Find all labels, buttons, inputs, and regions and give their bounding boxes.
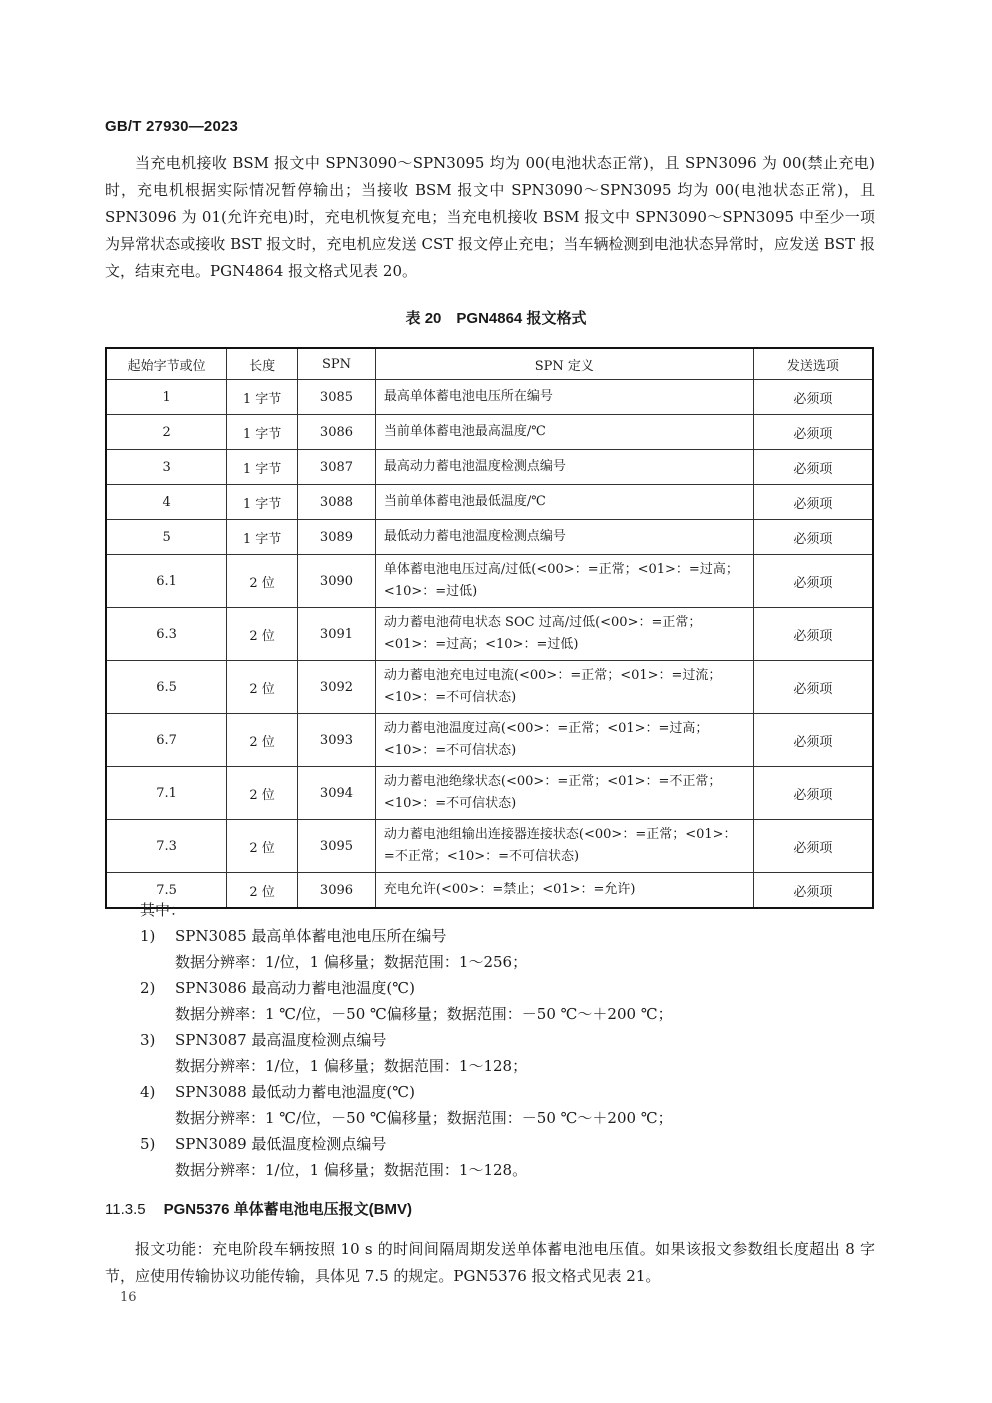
cell-option: 必须项: [753, 767, 873, 820]
cell-length: 1 字节: [227, 485, 298, 520]
note-item: [140, 1027, 673, 1053]
note-number: 4): [140, 1083, 156, 1101]
cell-option: 必须项: [753, 661, 873, 714]
note-title: SPN3086 最高动力蓄电池温度(℃): [175, 979, 415, 997]
note-detail: 数据分辨率：1/位，1 偏移量；数据范围：1～128。: [175, 1161, 528, 1179]
cell-start: 6.7: [106, 714, 227, 767]
header-spn: SPN: [298, 348, 376, 380]
cell-start: 1: [106, 380, 227, 415]
cell-length: 2 位: [227, 820, 298, 873]
note-number: 2): [140, 979, 156, 997]
note-detail: 数据分辨率：1/位，1 偏移量；数据范围：1～128；: [175, 1057, 528, 1075]
cell-definition: 动力蓄电池荷电状态 SOC 过高/过低(<00>：=正常；<01>：=过高；<10>：=过低): [375, 608, 753, 661]
cell-definition: 动力蓄电池绝缘状态(<00>：=正常；<01>：=不正常；<10>：=不可信状态): [375, 767, 753, 820]
cell-length: 2 位: [227, 555, 298, 608]
header-definition: SPN 定义: [375, 348, 753, 380]
intro-paragraph: 当充电机接收 BSM 报文中 SPN3090～SPN3095 均为 00(电池状态正常)，且 SPN3096 为 00(禁止充电)时，充电机根据实际情况暂停输出；当接收 BSM 报文中 SPN3090～SPN3095 均为 00(电池状态正常)，且 SPN3096 为 01(允许充电)时，充电机恢复充电；当充电机接收 BSM 报文中 SPN3090～SPN3095 中至少一项为异常状态或接收 BST 报文时，充电机应发送 CST 报文停止充电；当车辆检测到电池状态异常时，应发送 BST 报文，结束充电。PGN4864 报文格式见表 20。: [105, 154, 875, 280]
note-number: 3): [140, 1031, 156, 1049]
cell-definition: 动力蓄电池充电过电流(<00>：=正常；<01>：=过流；<10>：=不可信状态): [375, 661, 753, 714]
cell-length: 1 字节: [227, 520, 298, 555]
section-number: 11.3.5: [105, 1201, 146, 1218]
cell-spn: 3086: [298, 415, 376, 450]
cell-start: 6.3: [106, 608, 227, 661]
page-number: 16: [120, 1290, 137, 1305]
table-row: [106, 380, 873, 415]
cell-length: 2 位: [227, 608, 298, 661]
cell-length: 1 字节: [227, 380, 298, 415]
table-row: [106, 714, 873, 767]
note-detail: 数据分辨率：1/位，1 偏移量；数据范围：1～256；: [175, 953, 528, 971]
header-start: 起始字节或位: [106, 348, 227, 380]
table-row: [106, 661, 873, 714]
cell-spn: 3089: [298, 520, 376, 555]
cell-start: 6.5: [106, 661, 227, 714]
cell-spn: 3091: [298, 608, 376, 661]
standard-id: GB/T 27930—2023: [105, 118, 239, 135]
note-item: [140, 975, 673, 1001]
cell-length: 2 位: [227, 714, 298, 767]
cell-start: 3: [106, 450, 227, 485]
cell-start: 7.5: [106, 873, 227, 909]
cell-spn: 3088: [298, 485, 376, 520]
cell-definition: 充电允许(<00>：=禁止；<01>：=允许): [375, 873, 753, 909]
cell-length: 2 位: [227, 873, 298, 909]
note-title: SPN3087 最高温度检测点编号: [175, 1031, 387, 1049]
cell-option: 必须项: [753, 520, 873, 555]
notes-intro: 其中：: [140, 901, 186, 919]
note-detail: 数据分辨率：1 ℃/位，－50 ℃偏移量；数据范围：－50 ℃～＋200 ℃；: [175, 1005, 673, 1023]
table-row: [106, 485, 873, 520]
cell-spn: 3090: [298, 555, 376, 608]
cell-option: 必须项: [753, 608, 873, 661]
cell-start: 6.1: [106, 555, 227, 608]
cell-start: 7.1: [106, 767, 227, 820]
cell-spn: 3087: [298, 450, 376, 485]
cell-start: 2: [106, 415, 227, 450]
cell-definition: 最低动力蓄电池温度检测点编号: [375, 520, 753, 555]
cell-option: 必须项: [753, 450, 873, 485]
table-title: 表 20 PGN4864 报文格式: [405, 310, 587, 327]
cell-option: 必须项: [753, 820, 873, 873]
cell-option: 必须项: [753, 380, 873, 415]
cell-definition: 当前单体蓄电池最高温度/℃: [375, 415, 753, 450]
note-item: [140, 1131, 673, 1157]
cell-definition: 当前单体蓄电池最低温度/℃: [375, 485, 753, 520]
header-length: 长度: [227, 348, 298, 380]
note-title: SPN3089 最低温度检测点编号: [175, 1135, 387, 1153]
cell-option: 必须项: [753, 714, 873, 767]
table-row: [106, 520, 873, 555]
table-row: [106, 415, 873, 450]
table-row: [106, 608, 873, 661]
cell-length: 1 字节: [227, 415, 298, 450]
table-row: [106, 450, 873, 485]
notes-block: [140, 897, 673, 1183]
cell-spn: 3096: [298, 873, 376, 909]
section-title: PGN5376 单体蓄电池电压报文(BMV): [163, 1201, 412, 1218]
note-title: SPN3088 最低动力蓄电池温度(℃): [175, 1083, 415, 1101]
note-number: 1): [140, 927, 156, 945]
table-row: [106, 767, 873, 820]
cell-definition: 动力蓄电池组输出连接器连接状态(<00>：=正常；<01>：=不正常；<10>：=不可信状态): [375, 820, 753, 873]
cell-start: 7.3: [106, 820, 227, 873]
cell-option: 必须项: [753, 485, 873, 520]
cell-spn: 3093: [298, 714, 376, 767]
note-item: [140, 923, 673, 949]
header-option: 发送选项: [753, 348, 873, 380]
table-row: [106, 820, 873, 873]
cell-definition: 动力蓄电池温度过高(<00>：=正常；<01>：=过高；<10>：=不可信状态): [375, 714, 753, 767]
cell-length: 2 位: [227, 767, 298, 820]
note-item: [140, 1079, 673, 1105]
pgn4864-table: [105, 347, 874, 909]
table-row: [106, 555, 873, 608]
cell-option: 必须项: [753, 873, 873, 909]
note-number: 5): [140, 1135, 156, 1153]
note-detail: 数据分辨率：1 ℃/位，－50 ℃偏移量；数据范围：－50 ℃～＋200 ℃；: [175, 1109, 673, 1127]
note-title: SPN3085 最高单体蓄电池电压所在编号: [175, 927, 447, 945]
table-header-row: [106, 348, 873, 380]
cell-start: 4: [106, 485, 227, 520]
cell-spn: 3085: [298, 380, 376, 415]
section-paragraph: 报文功能：充电阶段车辆按照 10 s 的时间间隔周期发送单体蓄电池电压值。如果该报文参数组长度超出 8 字节，应使用传输协议功能传输，具体见 7.5 的规定。PGN5376 报文格式见表 21。: [105, 1240, 875, 1285]
cell-length: 1 字节: [227, 450, 298, 485]
cell-spn: 3094: [298, 767, 376, 820]
cell-definition: 最高动力蓄电池温度检测点编号: [375, 450, 753, 485]
section-heading: [105, 1198, 412, 1219]
cell-definition: 最高单体蓄电池电压所在编号: [375, 380, 753, 415]
cell-option: 必须项: [753, 415, 873, 450]
cell-option: 必须项: [753, 555, 873, 608]
cell-start: 5: [106, 520, 227, 555]
cell-definition: 单体蓄电池电压过高/过低(<00>：=正常；<01>：=过高；<10>：=过低): [375, 555, 753, 608]
cell-length: 2 位: [227, 661, 298, 714]
cell-spn: 3095: [298, 820, 376, 873]
cell-spn: 3092: [298, 661, 376, 714]
